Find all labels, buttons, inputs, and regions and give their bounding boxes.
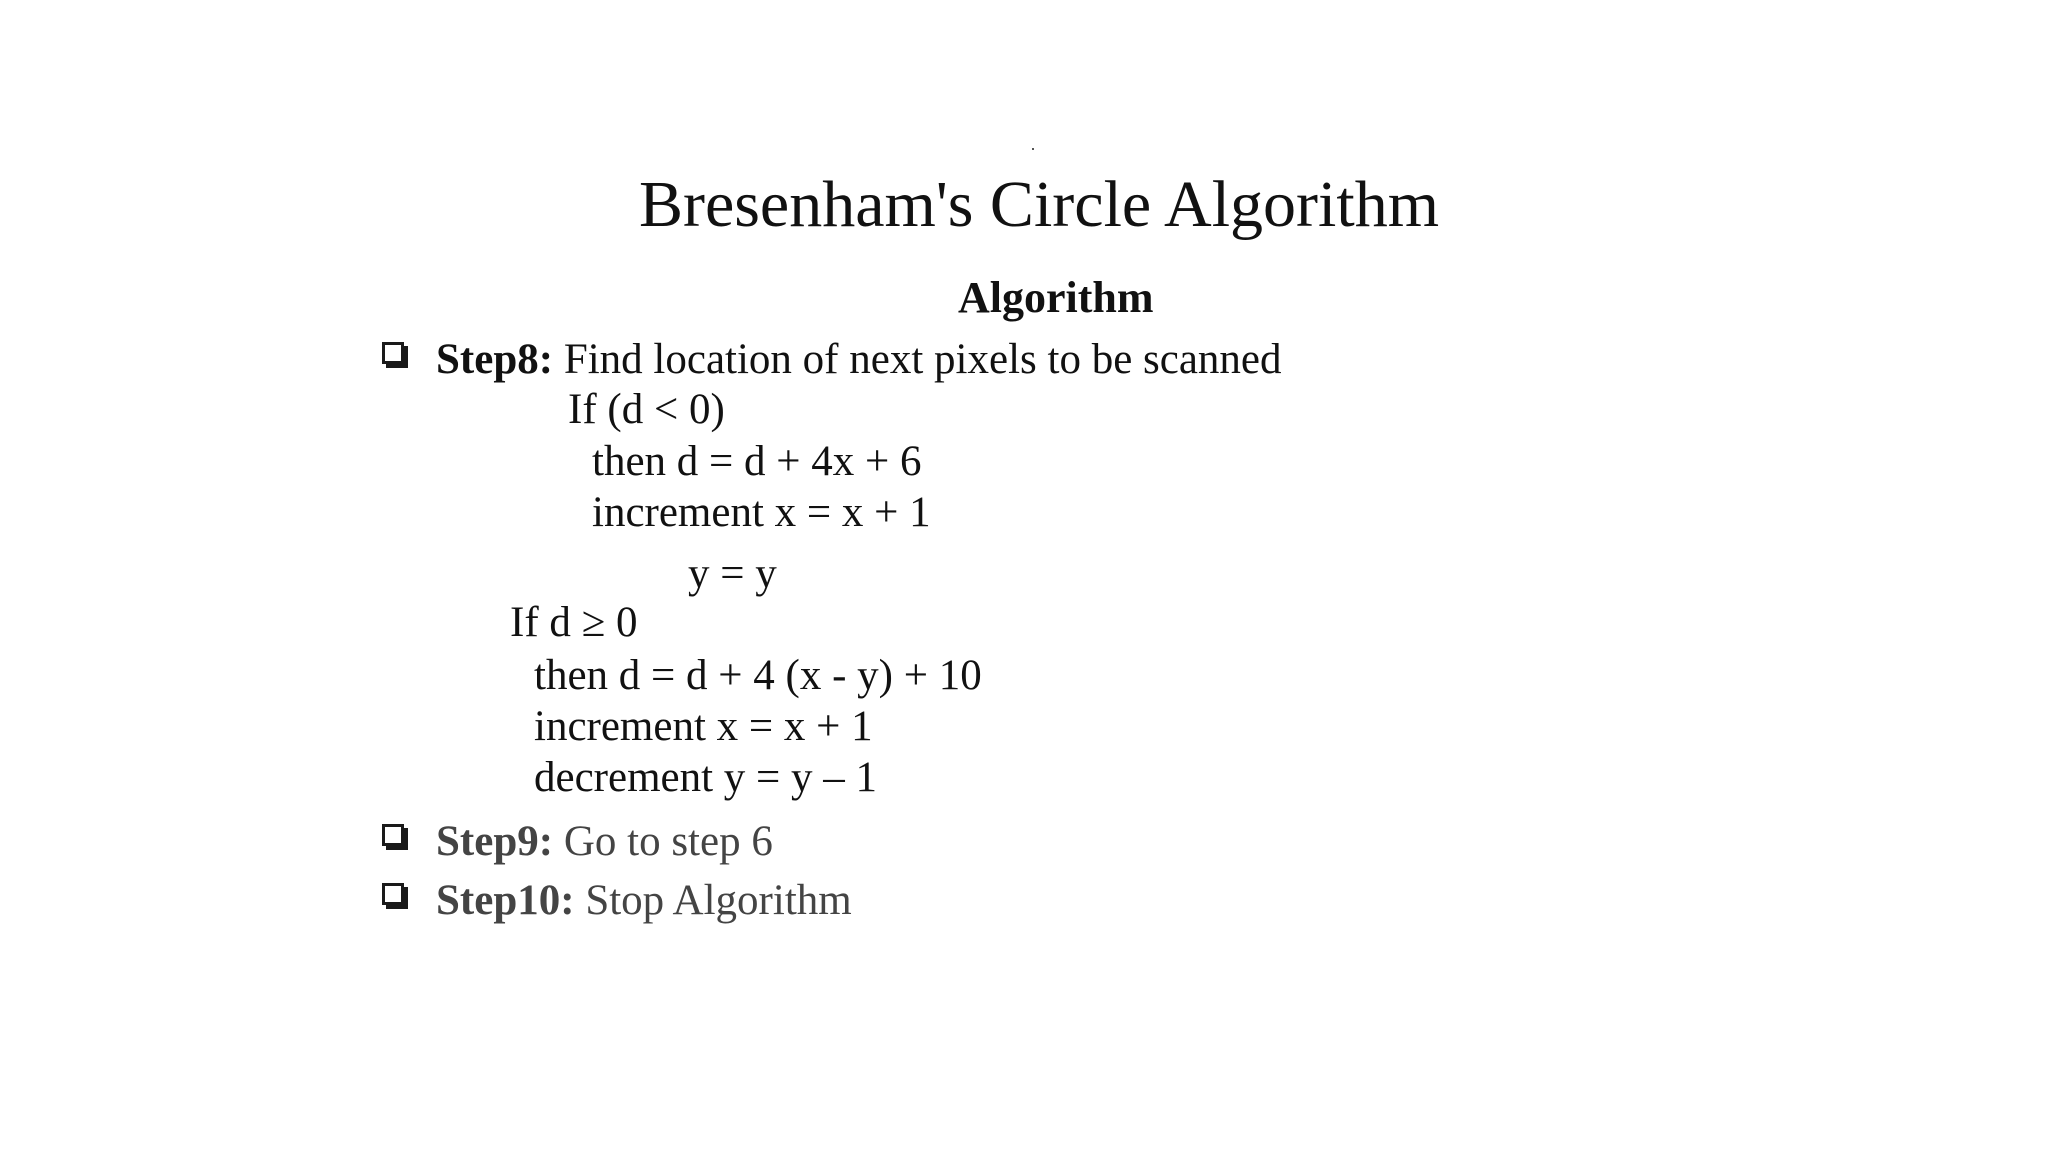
code-line-decrement-y: decrement y = y – 1 — [534, 754, 878, 801]
step-10-label: Step10: — [436, 877, 575, 924]
step-8-label: Step8: — [436, 336, 554, 383]
step-8-text: Find location of next pixels to be scanned — [553, 336, 1282, 383]
code-line-if-d-lt-0: If (d < 0) — [568, 386, 725, 433]
checkbox-square-icon — [382, 342, 404, 364]
slide-subtitle: Algorithm — [958, 273, 1154, 322]
step-10-text-wrap — [436, 875, 852, 927]
step-8-text-wrap — [436, 334, 1282, 386]
code-line-then-d: then d = d + 4x + 6 — [592, 438, 922, 485]
step-10-text: Stop Algorithm — [574, 877, 852, 924]
slide-title: Bresenham's Circle Algorithm — [638, 168, 1440, 241]
checkbox-square-icon — [382, 883, 404, 905]
step-9-text: Go to step 6 — [553, 818, 773, 865]
code-line-increment-x-2: increment x = x + 1 — [534, 703, 873, 750]
step-9-text-wrap — [436, 816, 773, 868]
checkbox-square-icon — [382, 824, 404, 846]
speck-dot — [1032, 148, 1034, 150]
code-line-increment-x: increment x = x + 1 — [592, 489, 931, 536]
code-line-then-d-xy: then d = d + 4 (x - y) + 10 — [534, 652, 982, 699]
code-line-if-d-ge-0: If d ≥ 0 — [510, 599, 638, 646]
code-line-y-eq-y: y = y — [688, 550, 777, 597]
step-9-label: Step9: — [436, 818, 554, 865]
